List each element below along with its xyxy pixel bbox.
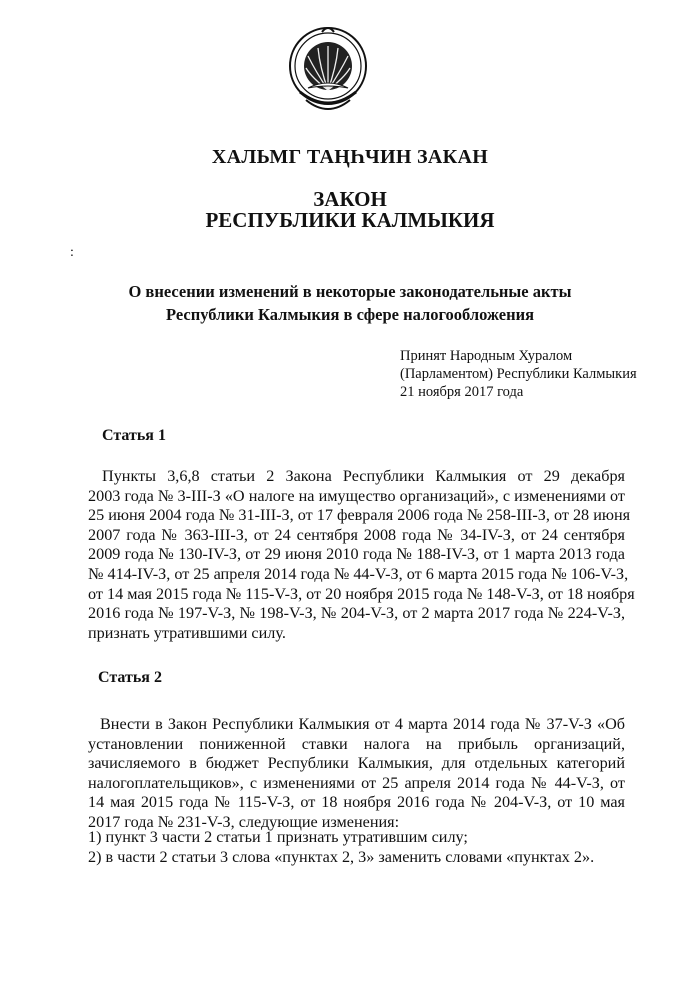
text-line: 2003 года № 3-III-З «О налоге на имущество организаций», с изменениями от	[88, 486, 625, 505]
article-1-heading: Статья 1	[102, 427, 166, 444]
adoption-note	[400, 347, 637, 401]
kalmyk-law-title: ХАЛЬМГ ТАҢҺЧИН ЗАКАН	[211, 146, 489, 168]
text-line: налогоплательщиков», с изменениями от 25 апреля 2014 года № 44-V-З, от	[88, 773, 625, 792]
adoption-date: 21 ноября 2017 года	[400, 384, 524, 400]
text-line: признать утратившими силу.	[88, 623, 286, 642]
list-item: 1) пункт 3 части 2 статьи 1 признать утратившим силу;	[88, 828, 468, 846]
text-line: установлении пониженной ставки налога на прибыль организаций,	[88, 734, 625, 753]
law-title	[0, 280, 700, 326]
adoption-line: Принят Народным Хуралом	[400, 348, 573, 364]
scan-mark: :	[70, 245, 74, 260]
amendment-list	[88, 827, 594, 867]
text-line: 25 июня 2004 года № 31-III-З, от 17 февраля 2006 года № 258-III-З, от 28 июня	[88, 506, 631, 525]
law-heading: ЗАКОН	[313, 187, 387, 211]
article-2-heading: Статья 2	[98, 669, 162, 686]
text-line: зачисляемого в бюджет Республики Калмыкия, для отдельных категорий	[88, 754, 625, 773]
kalmykia-coat-of-arms-icon	[286, 22, 370, 118]
text-line: 14 мая 2015 года № 115-V-З, от 18 ноября 2016 года № 204-V-З, от 10 мая	[88, 793, 625, 812]
law-title-line: О внесении изменений в некоторые законодательные акты	[128, 282, 572, 301]
list-item: 2) в части 2 статьи 3 слова «пунктах 2, 3» заменить словами «пунктах 2».	[88, 848, 595, 866]
article-1-text	[88, 467, 635, 643]
text-line: 2007 года № 363-III-З, от 24 сентября 2008 года № 34-IV-З, от 24 сентября	[88, 525, 625, 544]
article-2-text	[88, 715, 625, 833]
republic-heading: РЕСПУБЛИКИ КАЛМЫКИЯ	[205, 208, 495, 232]
law-title-line: Республики Калмыкия в сфере налогообложения	[165, 305, 535, 324]
adoption-line: (Парламентом) Республики Калмыкия	[400, 366, 637, 382]
text-line: Пункты 3,6,8 статьи 2 Закона Республики Калмыкия от 29 декабря	[102, 467, 625, 485]
text-line: Внести в Закон Республики Калмыкия от 4 марта 2014 года № 37-V-З «Об	[100, 715, 625, 733]
text-line: 2017 года № 231-V-З, следующие изменения:	[88, 812, 400, 831]
text-line: 2016 года № 197-V-З, № 198-V-З, № 204-V-З, от 2 марта 2017 года № 224-V-З,	[88, 604, 625, 623]
text-line: № 414-IV-З, от 25 апреля 2014 года № 44-V-З, от 6 марта 2015 года № 106-V-З,	[88, 564, 629, 583]
text-line: от 14 мая 2015 года № 115-V-З, от 20 ноября 2015 года № 148-V-З, от 18 ноября	[88, 584, 635, 603]
text-line: 2009 года № 130-IV-З, от 29 июня 2010 года № 188-IV-З, от 1 марта 2013 года	[88, 545, 625, 564]
